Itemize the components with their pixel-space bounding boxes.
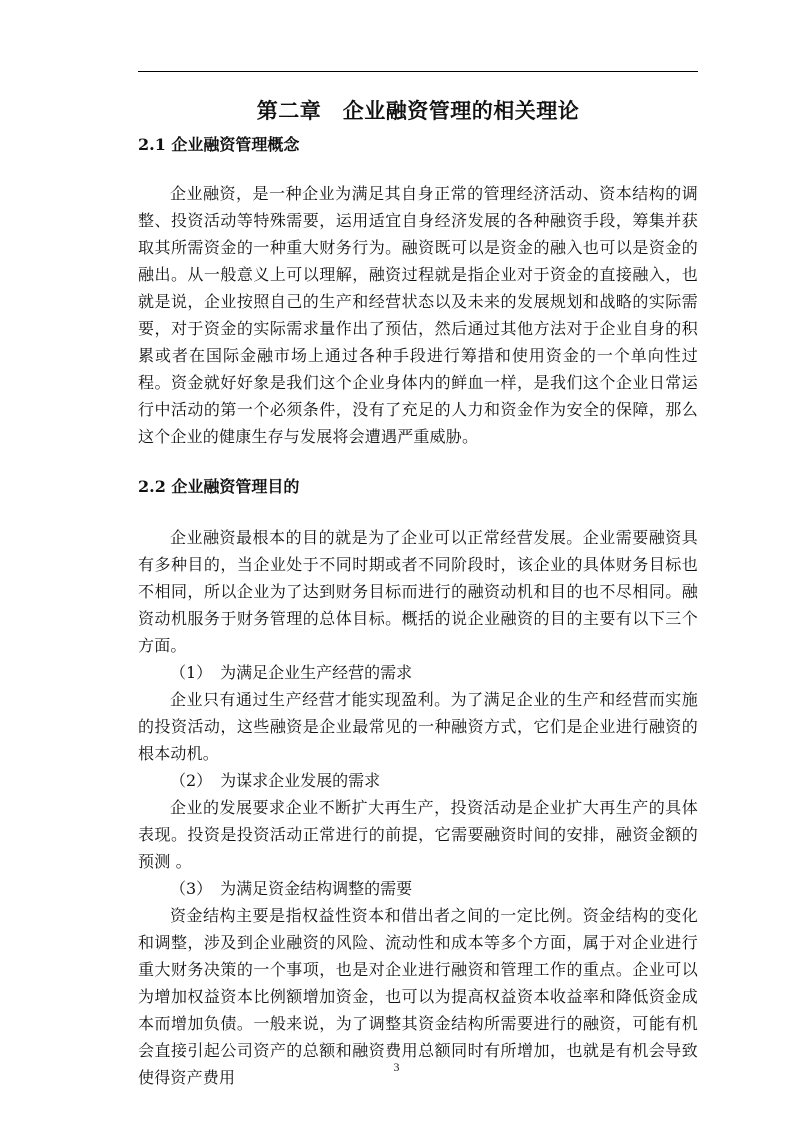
list-item-label: （2） 为谋求企业发展的需求 (170, 771, 381, 790)
section-heading: 2.1 企业融资管理概念 (138, 135, 300, 154)
section-paragraph: 企业融资，是一种企业为满足其自身正常的管理经济活动、资本结构的调整、投资活动等特殊需要，运用适宜自身经济发展的各种融资手段，筹集并获取其所需资金的一种重大财务行为。融资既可以是资金的融入也可以是资金的融出。从一般意义上可以理解，融资过程就是指企业对于资金的直接融入，也就是说，企业按照自己的生产和经营状态以及未来的发展规划和战略的实际需要，对于资金的实际需求量作出了预估，然后通过其他方法对于企业自身的积累或者在国际金融市场上通过各种手段进行筹措和使用资金的一个单向性过程。资金就好好象是我们这个企业身体内的鲜血一样，是我们这个企业日常运行中活动的第一个必须条件，没有了充足的人力和资金作为安全的保障，那么这个企业的健康生存与发展将会遭遇严重威胁。 (138, 184, 698, 446)
header-rule (138, 71, 698, 72)
section-heading: 2.2 企业融资管理目的 (138, 477, 300, 496)
page-content (138, 86, 698, 1091)
list-item-label: （1） 为满足企业生产经营的需求 (170, 663, 413, 682)
page-number: 3 (393, 1060, 400, 1074)
list-item-text: 企业的发展要求企业不断扩大再生产，投资活动是企业扩大再生产的具体表现。投资是投资活动正常进行的前提，它需要融资时间的安排，融资金额的预测 。 (138, 798, 698, 871)
list-item-label: （3） 为满足资金结构调整的需要 (170, 879, 413, 898)
list-item-text: 资金结构主要是指权益性资本和借出者之间的一定比例。资金结构的变化和调整，涉及到企业融资的风险、流动性和成本等多个方面，属于对企业进行重大财务决策的一个事项，也是对企业进行融资和管理工作的重点。企业可以为增加权益资本比例额增加资金，也可以为提高权益资本收益率和降低资金成本而增加负债。一般来说，为了调整其资金结构所需要进行的融资，可能有机会直接引起公司资产的总额和融资费用总额同时有所增加，也就是有机会导致使得资产费用 (138, 906, 698, 1087)
section-paragraph: 企业融资最根本的目的就是为了企业可以正常经营发展。企业需要融资具有多种目的，当企业处于不同时期或者不同阶段时，该企业的具体财务目标也不相同，所以企业为了达到财务目标而进行的融资动机和目的也不尽相同。融资动机服务于财务管理的总体目标。概括的说企业融资的目的主要有以下三个方面。 (138, 528, 698, 655)
chapter-title: 第二章 企业融资管理的相关理论 (256, 99, 580, 123)
list-item-text: 企业只有通过生产经营才能实现盈利。为了满足企业的生产和经营而实施的投资活动，这些融资是企业最常见的一种融资方式，它们是企业进行融资的根本动机。 (138, 690, 698, 763)
